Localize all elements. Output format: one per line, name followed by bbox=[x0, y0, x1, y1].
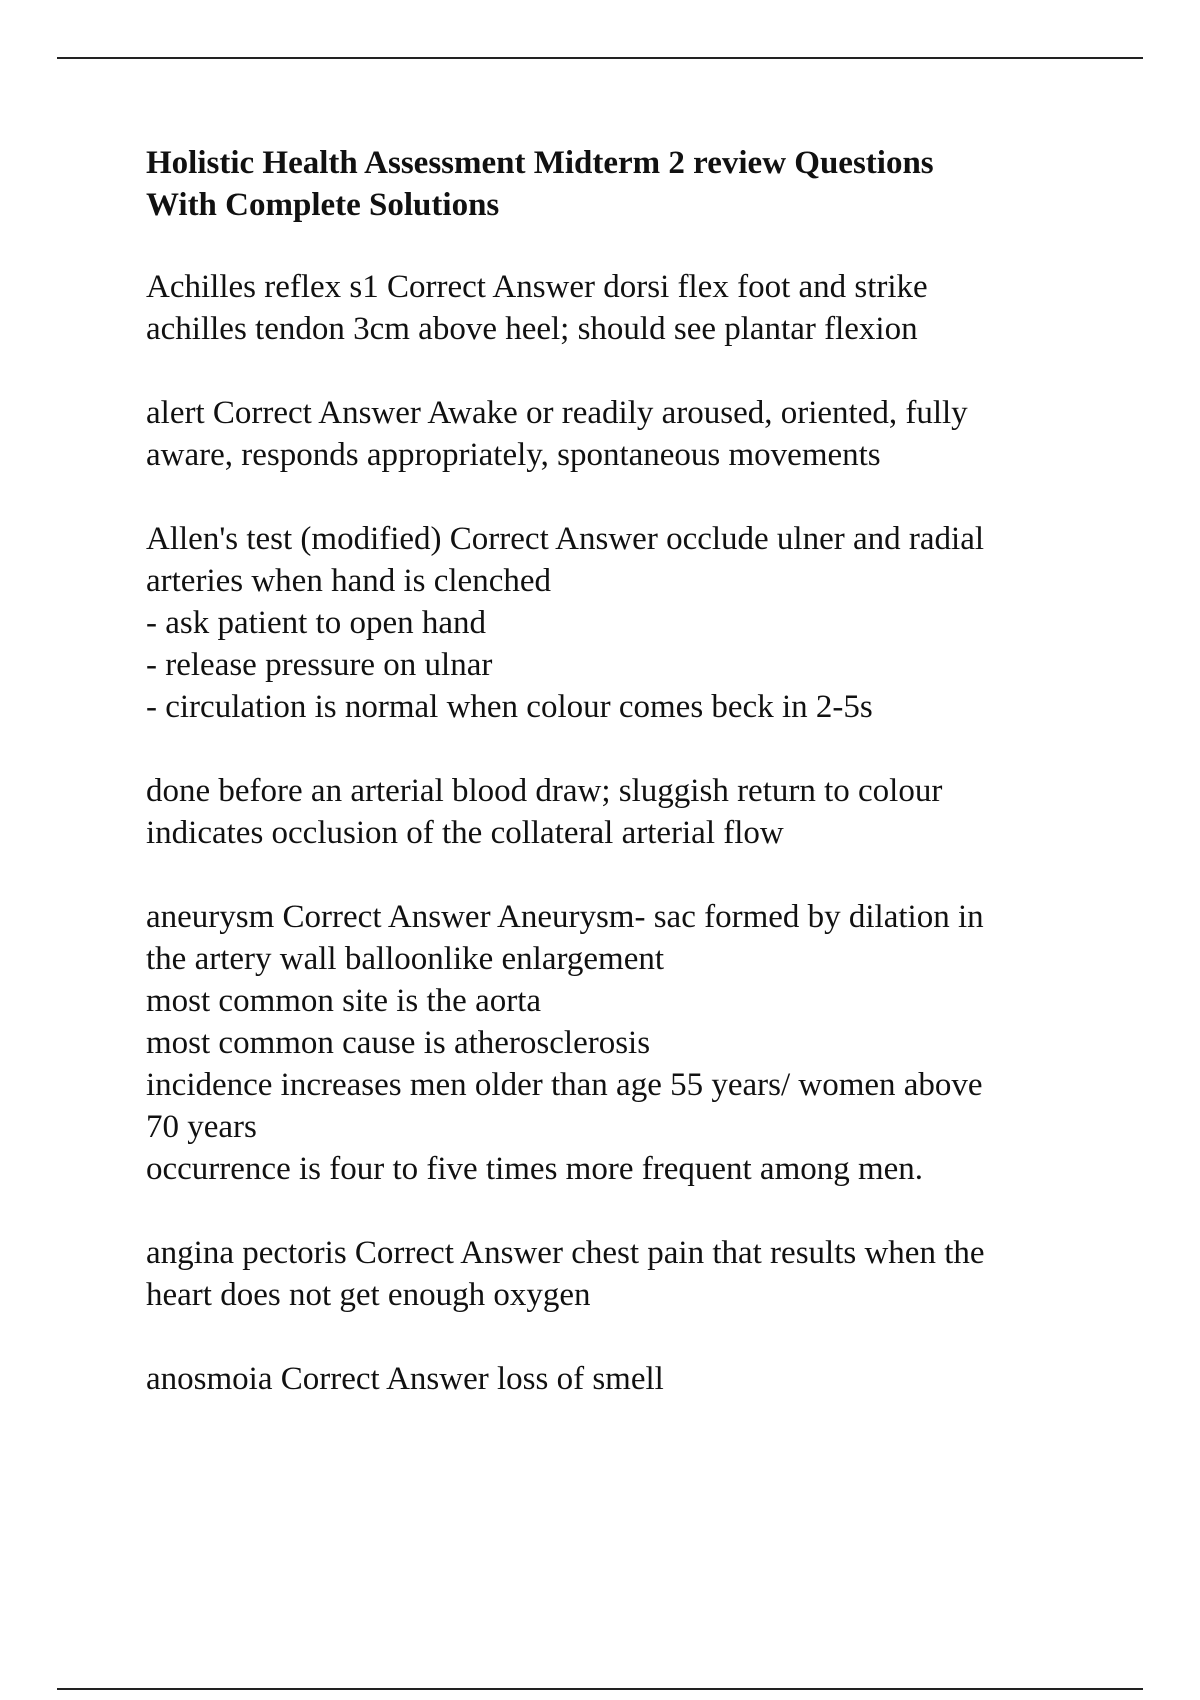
top-rule bbox=[57, 57, 1143, 59]
qa-entry-aneurysm: aneurysm Correct Answer Aneurysm- sac formed by dilation in the artery wall balloonlike enlargement most common site is the aorta most common cause is atherosclerosis incidence increases men older than age 55 years/ women above 70 years occurrence is four to five times more frequent among men. bbox=[146, 899, 984, 1187]
document-body bbox=[146, 142, 1106, 1442]
qa-entry-alert: alert Correct Answer Awake or readily aroused, oriented, fully aware, responds appropriately, spontaneous movements bbox=[146, 395, 968, 473]
qa-entry-allens-test: Allen's test (modified) Correct Answer occlude ulner and radial arteries when hand is clenched - ask patient to open hand - release pressure on ulnar - circulation is normal when colour comes beck in 2-5s bbox=[146, 521, 985, 725]
qa-entry-achilles-reflex: Achilles reflex s1 Correct Answer dorsi flex foot and strike achilles tendon 3cm above heel; should see plantar flexion bbox=[146, 269, 928, 347]
qa-entry-anosmia: anosmoia Correct Answer loss of smell bbox=[146, 1361, 664, 1397]
qa-entry-angina-pectoris: angina pectoris Correct Answer chest pain that results when the heart does not get enough oxygen bbox=[146, 1235, 985, 1313]
qa-entry-allens-test-note: done before an arterial blood draw; sluggish return to colour indicates occlusion of the collateral arterial flow bbox=[146, 773, 943, 851]
bottom-rule bbox=[57, 1688, 1143, 1690]
document-title: Holistic Health Assessment Midterm 2 review Questions With Complete Solutions bbox=[146, 145, 934, 223]
